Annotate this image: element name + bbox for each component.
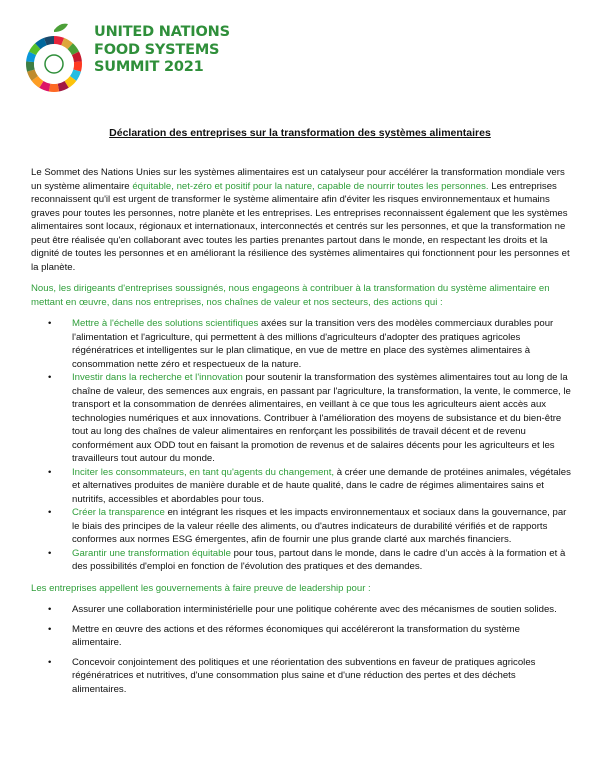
commitment-highlight: Créer la transparence (72, 507, 165, 518)
bullet-icon: • (48, 372, 52, 383)
government-asks-list (31, 603, 571, 696)
sdg-wheel-segment (49, 84, 59, 92)
list-item (31, 623, 571, 650)
commitments-list (31, 317, 571, 574)
commitment-text: pour tous, partout dans le monde, dans le cadre d’un accès à la formation et à des possibilités d'emploi en fonction de l'évolution des pratiques et des demandes. (72, 547, 566, 572)
list-item (31, 506, 571, 547)
list-item (31, 371, 571, 466)
list-item (31, 466, 571, 507)
bullet-icon: • (48, 656, 52, 668)
commitment-intro: Nous, les dirigeants d'entreprises soussignés, nous engageons à contribuer à la transformation du système alimentaire en mettant en œuvre, dans nos entreprises, nos chaînes de valeur et nos secteurs, des actions qui : (31, 283, 550, 308)
intro-highlight: équitable, net-zéro et positif pour la nature, capable de nourrir toutes les personnes. (132, 180, 489, 192)
un-food-systems-summit-logo (24, 18, 230, 98)
commitment-highlight: Investir dans la recherche et l'innovation (72, 372, 243, 383)
list-item (31, 547, 571, 574)
intro-text-after: Les entreprises reconnaissent qu'il est urgent de transformer le système alimentaire afin d'éviter les risques environnementaux et humains graves pour toutes les personnes, notre planète et les entreprises. Les entreprises reconnaissent également que les systèmes alimentaires sont locaux, régionaux et internationaux, interconnectés et centrés sur les personnes, et que la transformation ne peut être réalisée qu'en collaborant avec toutes les parties prenantes partout dans le monde, en respectant les droits et la dignité de toutes les personnes et en améliorant la résilience des systèmes alimentaires qui fonctionnent pour les personnes et la planète. (31, 180, 570, 273)
logo-line-3: SUMMIT 2021 (94, 59, 204, 75)
logo-line-1: UNITED NATIONS (94, 24, 230, 40)
sdg-wheel-icon (24, 18, 88, 98)
logo-line-2: FOOD SYSTEMS (94, 41, 220, 58)
bullet-icon: • (48, 507, 52, 518)
document-title: Déclaration des entreprises sur la transformation des systèmes alimentaires (109, 127, 491, 139)
logo-text (94, 24, 230, 77)
list-item (31, 656, 571, 697)
bullet-icon: • (48, 466, 52, 478)
intro-paragraph (31, 166, 571, 274)
commitment-text: axées sur la transition vers des modèles commerciaux durables pour l'alimentation et l'agriculture, qui permettent à des millions d'agriculteurs d'adopter des pratiques agricoles régénératrices et intelligentes sur le plan climatique, en vue de mettre en place des systèmes alimentaires à consommation nette zéro et respectueux de la nature. (72, 318, 554, 370)
government-ask-text: Mettre en œuvre des actions et des réformes économiques qui accéléreront la transformation du système alimentaire. (72, 623, 520, 648)
bullet-icon: • (48, 604, 52, 615)
commitment-text: pour soutenir la transformation des systèmes alimentaires tout au long de la chaîne de valeur, des semences aux engrais, en passant par l'agriculture, la transformation, la vente, le commerce, le transport et la consommation de denrées alimentaires, en veillant à ce que tous les agriculteurs aient accès aux technologies numériques et aux innovations. Contribuer à l'amélioration des moyens de subsistance et du bien-être tout au long des chaînes de valeur alimentaires en renforçant les possibilités de travail décent et de revenu conformément aux ODD tout en faisant la promotion de revenus et de salaires décents pour les agriculteurs et les travailleurs tout autour du monde. (72, 372, 571, 464)
list-item (31, 603, 571, 617)
governments-intro: Les entreprises appellent les gouvernements à faire preuve de leadership pour : (31, 582, 371, 594)
government-ask-text: Assurer une collaboration interministérielle pour une politique cohérente avec des mécanismes de soutien solides. (72, 604, 557, 615)
list-item (31, 317, 571, 371)
commitment-highlight: Mettre à l'échelle des solutions scientifiques (72, 318, 259, 329)
document-body (31, 166, 571, 704)
commitment-text: en intégrant les risques et les impacts environnementaux et sociaux dans la gouvernance, par le biais des principes de la valeur réelle des aliments, ou d'autres indicateurs de durabilité vérifiés et de rapports conformes aux normes ESG émergentes, afin de fournir une plus grande clarté aux marchés financiers. (72, 507, 567, 545)
bullet-icon: • (48, 547, 52, 559)
bullet-icon: • (48, 318, 52, 329)
government-ask-text: Concevoir conjointement des politiques et une réorientation des subventions en faveur de pratiques agricoles régénératrices et nutritives, d'une consommation plus saine et d'une réduction des pertes et des déchets alimentaires. (72, 656, 536, 695)
bullet-icon: • (48, 623, 52, 635)
commitment-text: à créer une demande de protéines animales, végétales et alternatives produites de manière durable et de haute qualité, dans le cadre de régimes alimentaires sains et nutritifs, accessibles et abordables pour tous. (72, 466, 571, 505)
commitment-highlight: Inciter les consommateurs, en tant qu'agents du changement, (72, 466, 335, 478)
intro-text-before: Le Sommet des Nations Unies sur les systèmes alimentaires est un catalyseur pour accélérer la transformation mondiale vers un système alimentaire (31, 167, 565, 192)
commitment-highlight: Garantir une transformation équitable (72, 547, 231, 559)
